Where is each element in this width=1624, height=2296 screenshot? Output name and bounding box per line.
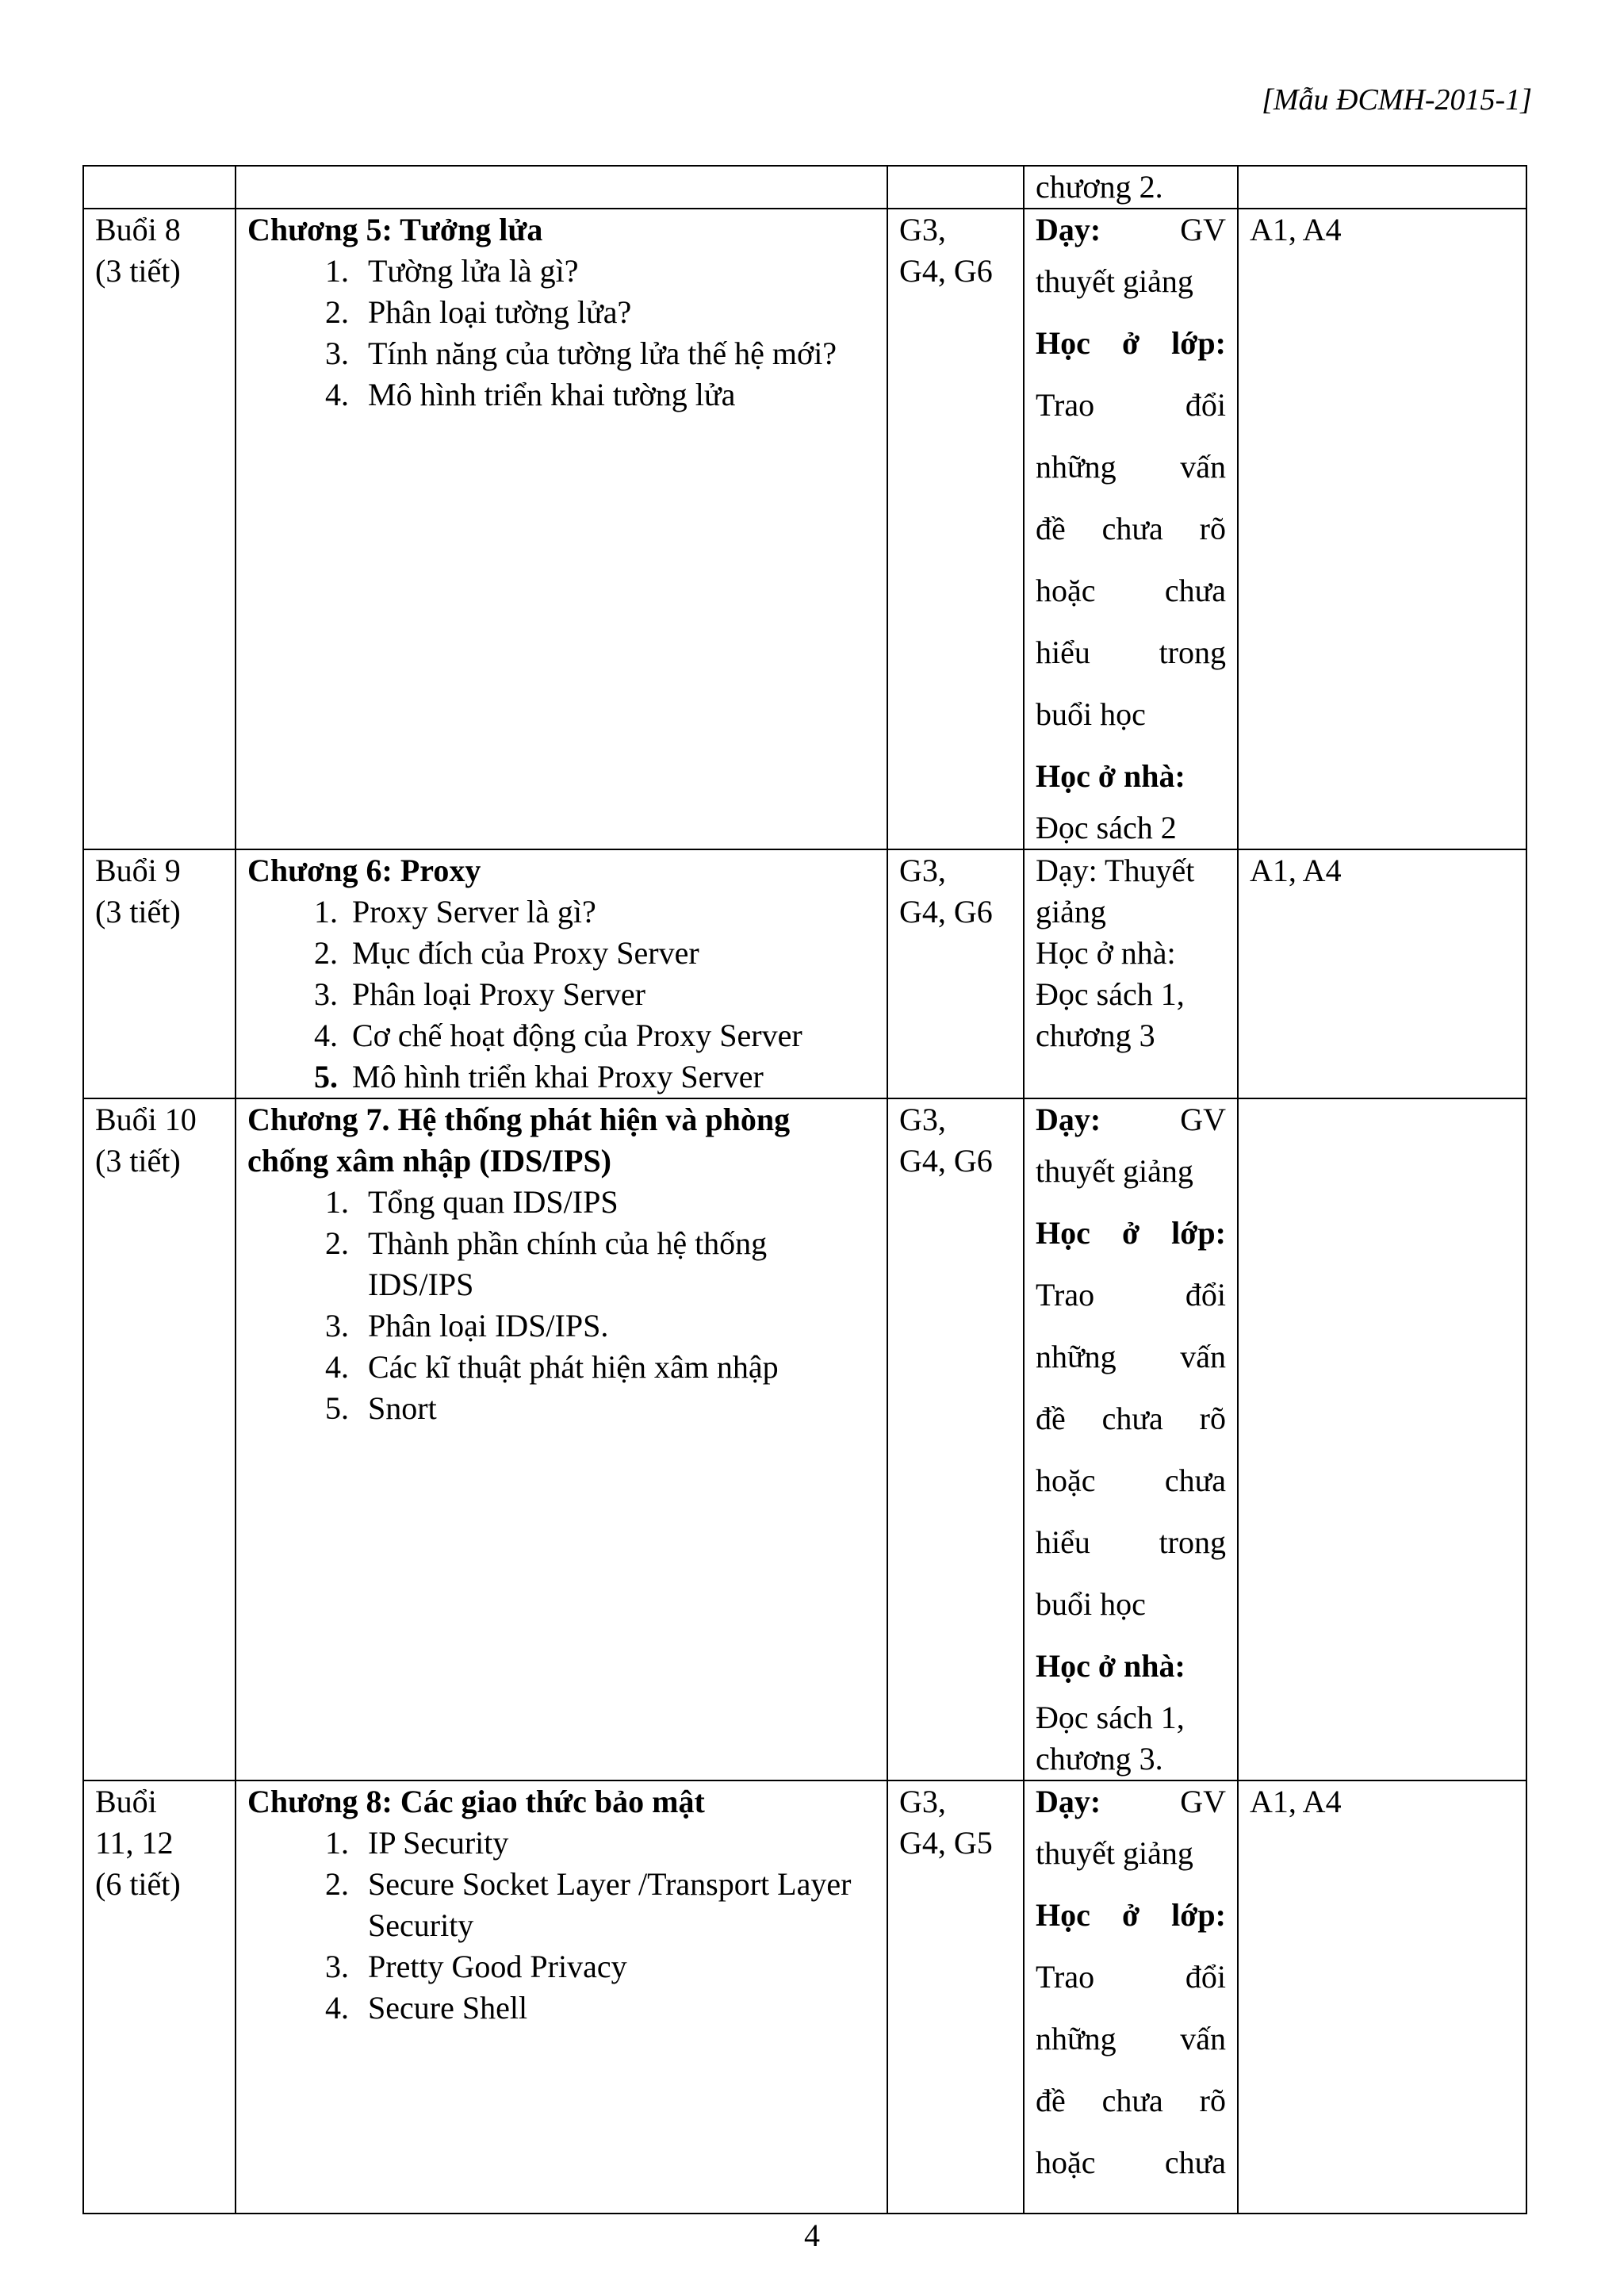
topic-item: 4. Cơ chế hoạt động của Proxy Server: [346, 1015, 875, 1056]
session-cell: [83, 166, 236, 209]
session-cell: [83, 209, 236, 849]
class-line: Trao đổi: [1036, 1959, 1226, 1995]
method-line: giảng: [1036, 894, 1106, 930]
topic-item: 5. Mô hình triển khai Proxy Server: [346, 1056, 875, 1098]
goals-cell: [887, 1780, 1024, 2214]
topic-item: 4. Secure Shell: [357, 1987, 875, 2029]
goals-cell: [887, 849, 1024, 1098]
chapter-title: Chương 6: Proxy: [247, 853, 481, 888]
class-line: hiểu trong: [1036, 1524, 1226, 1560]
content-cell: [236, 849, 887, 1098]
topic-list: [247, 1182, 875, 1429]
topic-item: 3. Pretty Good Privacy: [357, 1946, 875, 1987]
session-label: Buổi 10: [95, 1102, 197, 1137]
class-last: buổi học: [1036, 696, 1146, 732]
topic-item: 1. Tường lửa là gì?: [357, 251, 875, 292]
assessment-cell: [1238, 166, 1526, 209]
class-line: Trao đổi: [1036, 387, 1226, 423]
topic-item: 1. Tổng quan IDS/IPS: [357, 1182, 875, 1223]
chapter-title: Chương 5: Tưởng lửa: [247, 212, 543, 247]
teach-text: thuyết giảng: [1036, 263, 1193, 299]
chapter-title: Chương 7. Hệ thống phát hiện và phòng chống xâm nhập (IDS/IPS): [247, 1102, 791, 1179]
goals-cell: [887, 209, 1024, 849]
session-label: Buổi: [95, 1784, 157, 1819]
goal-line: G4, G6: [899, 253, 993, 289]
topic-list: [247, 891, 875, 1098]
content-cell: [236, 1780, 887, 2214]
method-cell: [1024, 1780, 1238, 2214]
session-cell: [83, 1780, 236, 2214]
teach-line: Dạy: GV: [1036, 1102, 1226, 1137]
teach-text: thuyết giảng: [1036, 1835, 1193, 1871]
session-hours: (6 tiết): [95, 1866, 181, 1902]
method-line: Dạy: Thuyết: [1036, 853, 1195, 888]
goal-line: G4, G6: [899, 894, 993, 930]
page-number: 4: [804, 2217, 820, 2253]
class-label: Học ở lớp:: [1036, 1215, 1226, 1251]
class-line: hoặc chưa: [1036, 2145, 1226, 2180]
content-cell: [236, 209, 887, 849]
topic-item: 1. IP Security: [357, 1823, 875, 1864]
assessment-cell: [1238, 1098, 1526, 1780]
assessment-text: A1, A4: [1250, 212, 1342, 247]
goals-cell: [887, 166, 1024, 209]
assessment-text: A1, A4: [1250, 1784, 1342, 1819]
home-label: Học ở nhà:: [1036, 1648, 1185, 1684]
class-line: hoặc chưa: [1036, 1462, 1226, 1498]
topic-list: [247, 1823, 875, 2029]
class-line: Trao đổi: [1036, 1277, 1226, 1313]
home-label: Học ở nhà:: [1036, 758, 1185, 794]
topic-item: 3. Phân loại Proxy Server: [346, 974, 875, 1015]
topic-item: 3. Tính năng của tường lửa thế hệ mới?: [357, 333, 875, 374]
table-row-session-10: [83, 1098, 1526, 1780]
topic-item: 1. Proxy Server là gì?: [346, 891, 875, 933]
topic-item: 4. Mô hình triển khai tường lửa: [357, 374, 875, 416]
class-label: Học ở lớp:: [1036, 325, 1226, 361]
session-hours: (3 tiết): [95, 1143, 181, 1179]
session-cell: [83, 849, 236, 1098]
topic-item: 2. Thành phần chính của hệ thống IDS/IPS: [357, 1223, 875, 1305]
topic-item: 4. Các kĩ thuật phát hiện xâm nhập: [357, 1347, 875, 1388]
topic-item: 2. Mục đích của Proxy Server: [346, 933, 875, 974]
content-cell: [236, 1098, 887, 1780]
home-text: chương 3.: [1036, 1741, 1163, 1777]
class-line: đề chưa rõ: [1036, 2083, 1226, 2118]
syllabus-table: [82, 165, 1527, 2214]
class-line: những vấn: [1036, 449, 1226, 485]
table-row-session-11-12: [83, 1780, 1526, 2214]
topic-item: 3. Phân loại IDS/IPS.: [357, 1305, 875, 1347]
session-label: 11, 12: [95, 1825, 174, 1861]
assessment-text: A1, A4: [1250, 853, 1342, 888]
home-text: Đọc sách 2: [1036, 810, 1177, 845]
class-line: hoặc chưa: [1036, 573, 1226, 608]
topic-item: 5. Snort: [357, 1388, 875, 1429]
content-cell: [236, 166, 887, 209]
goal-line: G4, G6: [899, 1143, 993, 1179]
goal-line: G3,: [899, 853, 946, 888]
method-cell: [1024, 209, 1238, 849]
table-row-session-8: [83, 209, 1526, 849]
goal-line: G3,: [899, 212, 946, 247]
class-last: buổi học: [1036, 1586, 1146, 1622]
form-code: [Mẫu ĐCMH-2015-1]: [1262, 83, 1532, 117]
session-hours: (3 tiết): [95, 253, 181, 289]
topic-item: 2. Phân loại tường lửa?: [357, 292, 875, 333]
method-line: Học ở nhà:: [1036, 935, 1176, 971]
session-hours: (3 tiết): [95, 894, 181, 930]
chapter-title: Chương 8: Các giao thức bảo mật: [247, 1784, 705, 1819]
teach-text: thuyết giảng: [1036, 1153, 1193, 1189]
session-label: Buổi 8: [95, 212, 181, 247]
teach-line: Dạy: GV: [1036, 212, 1226, 247]
topic-item: 2. Secure Socket Layer /Transport Layer Security: [357, 1864, 875, 1946]
method-line: Đọc sách 1,: [1036, 976, 1185, 1012]
goals-cell: [887, 1098, 1024, 1780]
method-text: chương 2.: [1036, 169, 1163, 205]
goal-line: G3,: [899, 1784, 946, 1819]
method-cell: [1024, 849, 1238, 1098]
table-row-continuation: [83, 166, 1526, 209]
home-text: Đọc sách 1,: [1036, 1700, 1185, 1735]
session-label: Buổi 9: [95, 853, 181, 888]
class-line: những vấn: [1036, 2021, 1226, 2056]
teach-line: Dạy: GV: [1036, 1784, 1226, 1819]
assessment-cell: [1238, 1780, 1526, 2214]
assessment-cell: [1238, 849, 1526, 1098]
class-line: đề chưa rõ: [1036, 511, 1226, 546]
table-row-session-9: [83, 849, 1526, 1098]
class-line: đề chưa rõ: [1036, 1401, 1226, 1436]
goal-line: G3,: [899, 1102, 946, 1137]
class-label: Học ở lớp:: [1036, 1897, 1226, 1933]
method-line: chương 3: [1036, 1018, 1155, 1053]
topic-list: [247, 251, 875, 416]
class-line: những vấn: [1036, 1339, 1226, 1374]
method-cell: [1024, 166, 1238, 209]
class-line: hiểu trong: [1036, 634, 1226, 670]
method-cell: [1024, 1098, 1238, 1780]
session-cell: [83, 1098, 236, 1780]
goal-line: G4, G5: [899, 1825, 993, 1861]
assessment-cell: [1238, 209, 1526, 849]
